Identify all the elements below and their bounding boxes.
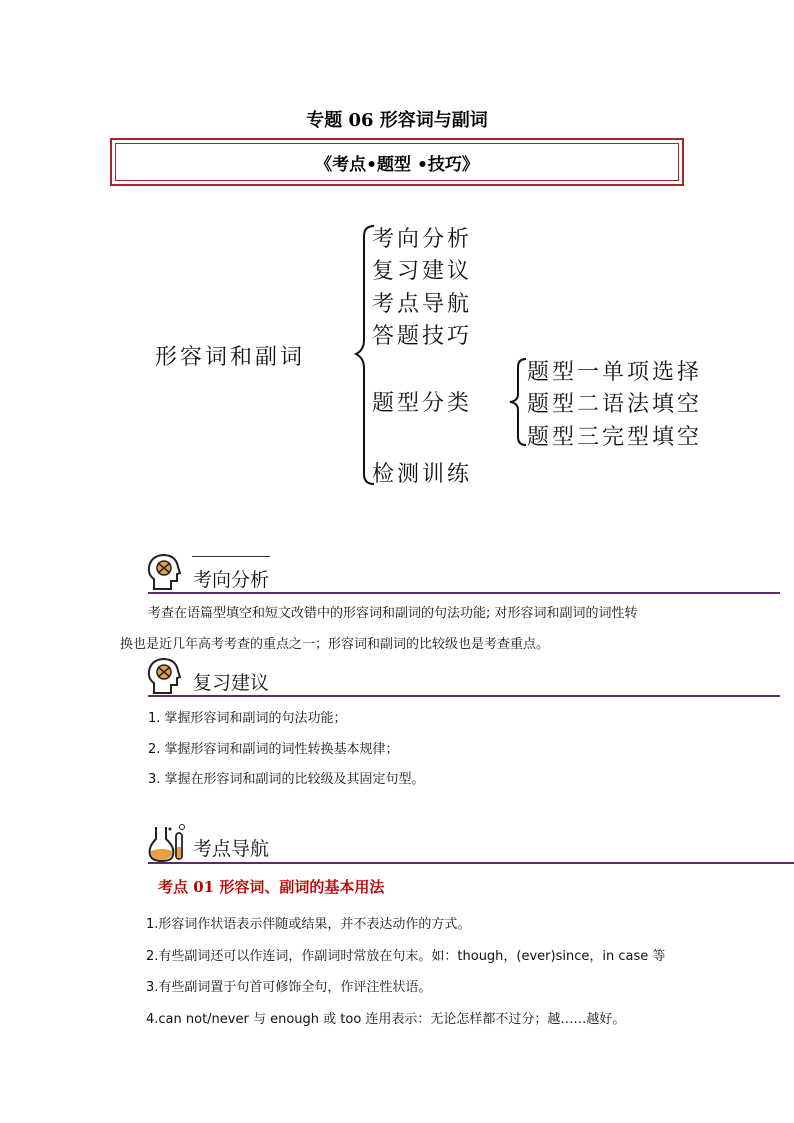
section-title-advice: 复习建议 (193, 672, 270, 694)
guide-item-2: 2.有些副词还可以作连词，作副词时常放在句末。如：though，(ever)since，in case 等 (146, 949, 666, 964)
advice-item-2: 2. 掌握形容词和副词的词性转换基本规律； (148, 742, 399, 757)
mindmap-sub-3: 题型三完型填空 (527, 425, 703, 450)
head-icon (146, 553, 184, 593)
banner-frame (110, 138, 684, 186)
document-title: 专题 06 形容词与副词 (306, 110, 488, 131)
section-rule (148, 695, 780, 697)
section-title-guide: 考点导航 (193, 838, 270, 860)
section-title-analysis: 考向分析 (193, 569, 270, 591)
advice-item-3: 3. 掌握在形容词和副词的比较级及其固定句型。 (148, 772, 425, 787)
mindmap-branch-4: 答题技巧 (372, 324, 473, 349)
mindmap-sub-1: 题型一单项选择 (527, 360, 703, 385)
banner-text: 《考点•题型 •技巧》 (115, 143, 679, 181)
section-rule (148, 592, 780, 594)
analysis-line-2: 换也是近几年高考考查的重点之一；形容词和副词的比较级也是考查重点。 (120, 637, 550, 652)
mindmap-branch-6: 检测训练 (372, 462, 473, 487)
analysis-line-1: 考查在语篇型填空和短文改错中的形容词和副词的句法功能; 对形容词和副词的词性转 (148, 606, 638, 621)
point-heading: 考点 01 形容词、副词的基本用法 (158, 878, 385, 896)
mindmap-branch-3: 考点导航 (372, 292, 473, 317)
mindmap-branch-5: 题型分类 (372, 391, 473, 416)
guide-item-3: 3.有些副词置于句首可修饰全句，作评注性状语。 (146, 980, 432, 995)
guide-item-1: 1.形容词作状语表示伴随或结果，并不表达动作的方式。 (146, 917, 471, 932)
mindmap-sub-2: 题型二语法填空 (527, 392, 703, 417)
advice-item-1: 1. 掌握形容词和副词的句法功能； (148, 711, 347, 726)
flask-icon (146, 823, 190, 863)
section-rule (148, 862, 794, 864)
mindmap-branch-2: 复习建议 (372, 259, 473, 284)
mindmap-root: 形容词和副词 (155, 345, 306, 370)
guide-item-4: 4.can not/never 与 enough 或 too 连用表示：无论怎样都不过分；越……越好。 (146, 1012, 626, 1027)
section-top-rule (192, 556, 270, 557)
mindmap-branch-1: 考向分析 (372, 227, 473, 252)
head-icon (146, 657, 184, 697)
